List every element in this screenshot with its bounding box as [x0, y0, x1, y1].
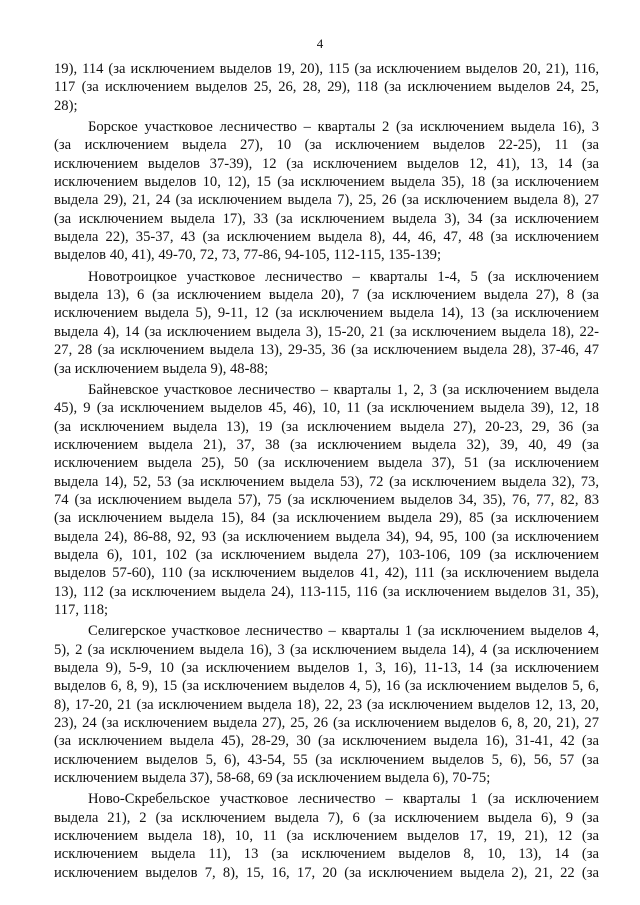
- text-line: 27, 28 (за исключением выдела 13), 29-35, 36 (за исключением выдела 28), 37-46, 47: [54, 342, 599, 359]
- text-line: 45), 9 (за исключением выделов 45, 46), 10, 11 (за исключением выдела 39), 12, 18: [54, 400, 599, 417]
- text-line: Селигерское участковое лесничество – кварталы 1 (за исключением выделов 4,: [88, 623, 599, 640]
- text-line: исключением выделов 7, 8), 15, 16, 17, 20 (за исключением выдела 2), 21, 22 (за: [54, 864, 599, 881]
- text-line: 117 (за исключением выделов 25, 26, 28, 29), 118 (за исключением выделов 24, 25,: [54, 79, 599, 96]
- document-body: [54, 60, 599, 882]
- text-line: (за исключением выдела 27), 10 (за исключением выделов 22-25), 11 (за: [54, 137, 599, 154]
- text-line: выдела 14), 52, 53 (за исключением выдела 53), 72 (за исключением выдела 32), 73,: [54, 473, 599, 490]
- text-line: выделов 6, 8, 9), 15 (за исключением выделов 4, 5), 16 (за исключением выделов 5, 6,: [54, 678, 599, 695]
- text-line: Байневское участковое лесничество – кварталы 1, 2, 3 (за исключением выдела: [88, 381, 599, 398]
- paragraph: [54, 268, 599, 378]
- paragraph: [54, 622, 599, 787]
- text-line: выдела 9), 5-9, 10 (за исключением выделов 1, 3, 16), 11-13, 14 (за исключением: [54, 660, 599, 676]
- text-line: 19), 114 (за исключением выделов 19, 20), 115 (за исключением выделов 20, 21), 116,: [54, 61, 599, 77]
- text-line: выдела 6), 101, 102 (за исключением выдела 27), 103-106, 109 (за исключением: [54, 546, 599, 563]
- text-line: выдела 22), 35-37, 43 (за исключением выдела 8), 44, 46, 47, 48 (за исключением: [54, 229, 599, 246]
- text-line: исключением выделов 5, 6), 43-54, 55 (за исключением выделов 5, 6), 56, 57 (за: [54, 751, 599, 768]
- paragraph: [54, 790, 599, 882]
- text-line: (за исключением выдела 9), 48-88;: [54, 360, 269, 377]
- text-line: (за исключением выдела 17), 33 (за исключением выдела 3), 34 (за исключением: [54, 210, 599, 227]
- text-line: (за исключением выдела 45), 28-29, 30 (за исключением выдела 16), 31-41, 42 (за: [54, 733, 599, 750]
- text-line: исключением выделов 37-39), 12 (за исключением выделов 12, 41), 13, 14 (за: [54, 155, 599, 172]
- text-line: (за исключением выдела 13), 19 (за исключением выдела 27), 20-23, 29, 36 (за: [54, 418, 599, 435]
- text-line: выдела 29), 21, 24 (за исключением выдела 7), 25, 26 (за исключением выдела 8), 27: [54, 192, 599, 209]
- text-line: 117, 118;: [54, 601, 109, 618]
- text-line: 5), 2 (за исключением выдела 16), 3 (за исключением выдела 14), 4 (за исключением: [54, 641, 599, 658]
- text-line: исключением выдела 21), 37, 38 (за исключением выдела 32), 39, 40, 49 (за: [54, 436, 599, 453]
- text-line: выдела 24), 86-88, 92, 93 (за исключением выдела 34), 94, 95, 100 (за исключением: [54, 528, 599, 545]
- text-line: исключением выдела 37), 58-68, 69 (за исключением выдела 6), 70-75;: [54, 770, 491, 787]
- text-line: 23), 24 (за исключением выдела 27), 25, 26 (за исключением выделов 6, 8, 20, 21), 27: [54, 715, 599, 732]
- text-line: исключением выдела 5), 9-11, 12 (за исключением выдела 14), 13 (за исключением: [54, 305, 599, 322]
- text-line: выдела 21), 2 (за исключением выдела 7), 6 (за исключением выдела 6), 9 (за: [54, 809, 599, 826]
- paragraph: [54, 381, 599, 619]
- paragraph: [54, 60, 599, 115]
- paragraph: [54, 118, 599, 265]
- text-line: Борское участковое лесничество – кварталы 2 (за исключением выдела 16), 3: [88, 119, 599, 136]
- text-line: выдела 4), 14 (за исключением выдела 3), 15-20, 21 (за исключением выдела 18), 22-: [54, 323, 599, 340]
- text-line: Ново-Скребельское участковое лесничество – кварталы 1 (за исключением: [88, 791, 599, 808]
- text-line: исключением выдела 11), 13 (за исключением выделов 8, 10, 13), 14 (за: [54, 846, 599, 863]
- text-line: 28);: [54, 97, 78, 114]
- text-line: 74 (за исключением выдела 57), 75 (за исключением выделов 34, 35), 76, 77, 82, 83: [54, 491, 599, 508]
- text-line: выделов 40, 41), 49-70, 72, 73, 77-86, 94-105, 112-115, 135-139;: [54, 247, 442, 264]
- page-number: 4: [316, 36, 324, 51]
- text-line: исключением выдела 18), 10, 11 (за исключением выделов 17, 19, 21), 12 (за: [54, 828, 599, 845]
- text-line: выдела 13), 6 (за исключением выдела 20), 7 (за исключением выдела 27), 8 (за: [54, 287, 599, 304]
- text-line: (за исключением выдела 15), 84 (за исключением выдела 29), 85 (за исключением: [54, 510, 599, 527]
- text-line: исключением выдела 25), 50 (за исключением выдела 37), 51 (за исключением: [54, 455, 599, 472]
- text-line: Новотроицкое участковое лесничество – кварталы 1-4, 5 (за исключением: [88, 268, 599, 285]
- text-line: 13), 112 (за исключением выдела 24), 113-115, 116 (за исключением выделов 31, 35),: [54, 583, 599, 600]
- text-line: выделов 57-60), 110 (за исключением выделов 41, 42), 111 (за исключением выдела: [54, 565, 599, 582]
- text-line: исключением выделов 10, 12), 15 (за исключением выдела 35), 18 (за исключением: [54, 174, 599, 191]
- text-line: 8), 17-20, 21 (за исключением выдела 18), 22, 23 (за исключением выделов 12, 13, 20,: [54, 696, 599, 713]
